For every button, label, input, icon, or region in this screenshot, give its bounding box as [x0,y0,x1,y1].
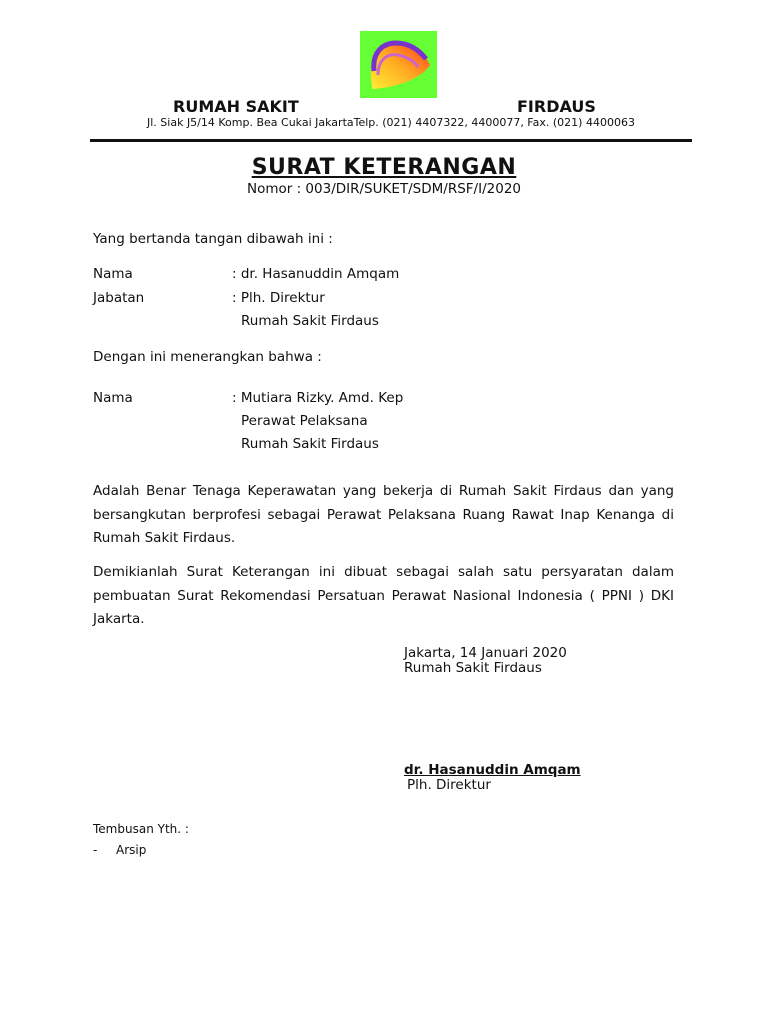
subject-name-value: : Mutiara Rizky. Amd. Kep [232,390,404,406]
statement-intro: Dengan ini menerangkan bahwa : [93,349,322,365]
cc-label: Tembusan Yth. : [93,822,189,836]
letter-intro: Yang bertanda tangan dibawah ini : [93,231,333,247]
signature-place-date: Jakarta, 14 Januari 2020 [404,645,567,661]
hospital-name-right: FIRDAUS [517,97,596,116]
signer-position-value-2: Rumah Sakit Firdaus [241,313,379,329]
body-paragraph-2: Demikianlah Surat Keterangan ini dibuat sebagai salah satu persyaratan dalam pembuatan Surat Rekomendasi Persatuan Perawat Nasional Indonesia ( PPNI ) DKI Jakarta. [93,564,674,627]
signer-position-label: Jabatan [93,290,145,306]
letter-number: Nomor : 003/DIR/SUKET/SDM/RSF/I/2020 [246,181,521,197]
signer-name-label: Nama [93,266,133,282]
logo-graphic [360,31,437,98]
signature-institution: Rumah Sakit Firdaus [404,660,542,676]
signer-name-value: : dr. Hasanuddin Amqam [232,266,400,282]
subject-line-2: Perawat Pelaksana [241,413,368,429]
hospital-address: Jl. Siak J5/14 Komp. Bea Cukai JakartaTelp. (021) 4407322, 4400077, Fax. (021) 4400063 [147,116,635,129]
cc-item: Arsip [116,843,147,857]
header-divider [90,139,692,142]
hospital-name-left: RUMAH SAKIT [173,97,299,116]
letter-title: SURAT KETERANGAN [251,155,517,180]
subject-line-3: Rumah Sakit Firdaus [241,436,379,452]
signature-title: Plh. Direktur [407,777,491,793]
cc-bullet: - [93,843,98,857]
body-paragraph-1: Adalah Benar Tenaga Keperawatan yang bekerja di Rumah Sakit Firdaus dan yang bersangkutan berprofesi sebagai Perawat Pelaksana Ruang Rawat Inap Kenanga di Rumah Sakit Firdaus. [93,483,674,546]
hospital-logo [360,31,437,98]
subject-name-label: Nama [93,390,133,406]
signature-name: dr. Hasanuddin Amqam [404,762,581,778]
signer-position-value: : Plh. Direktur [232,290,325,306]
